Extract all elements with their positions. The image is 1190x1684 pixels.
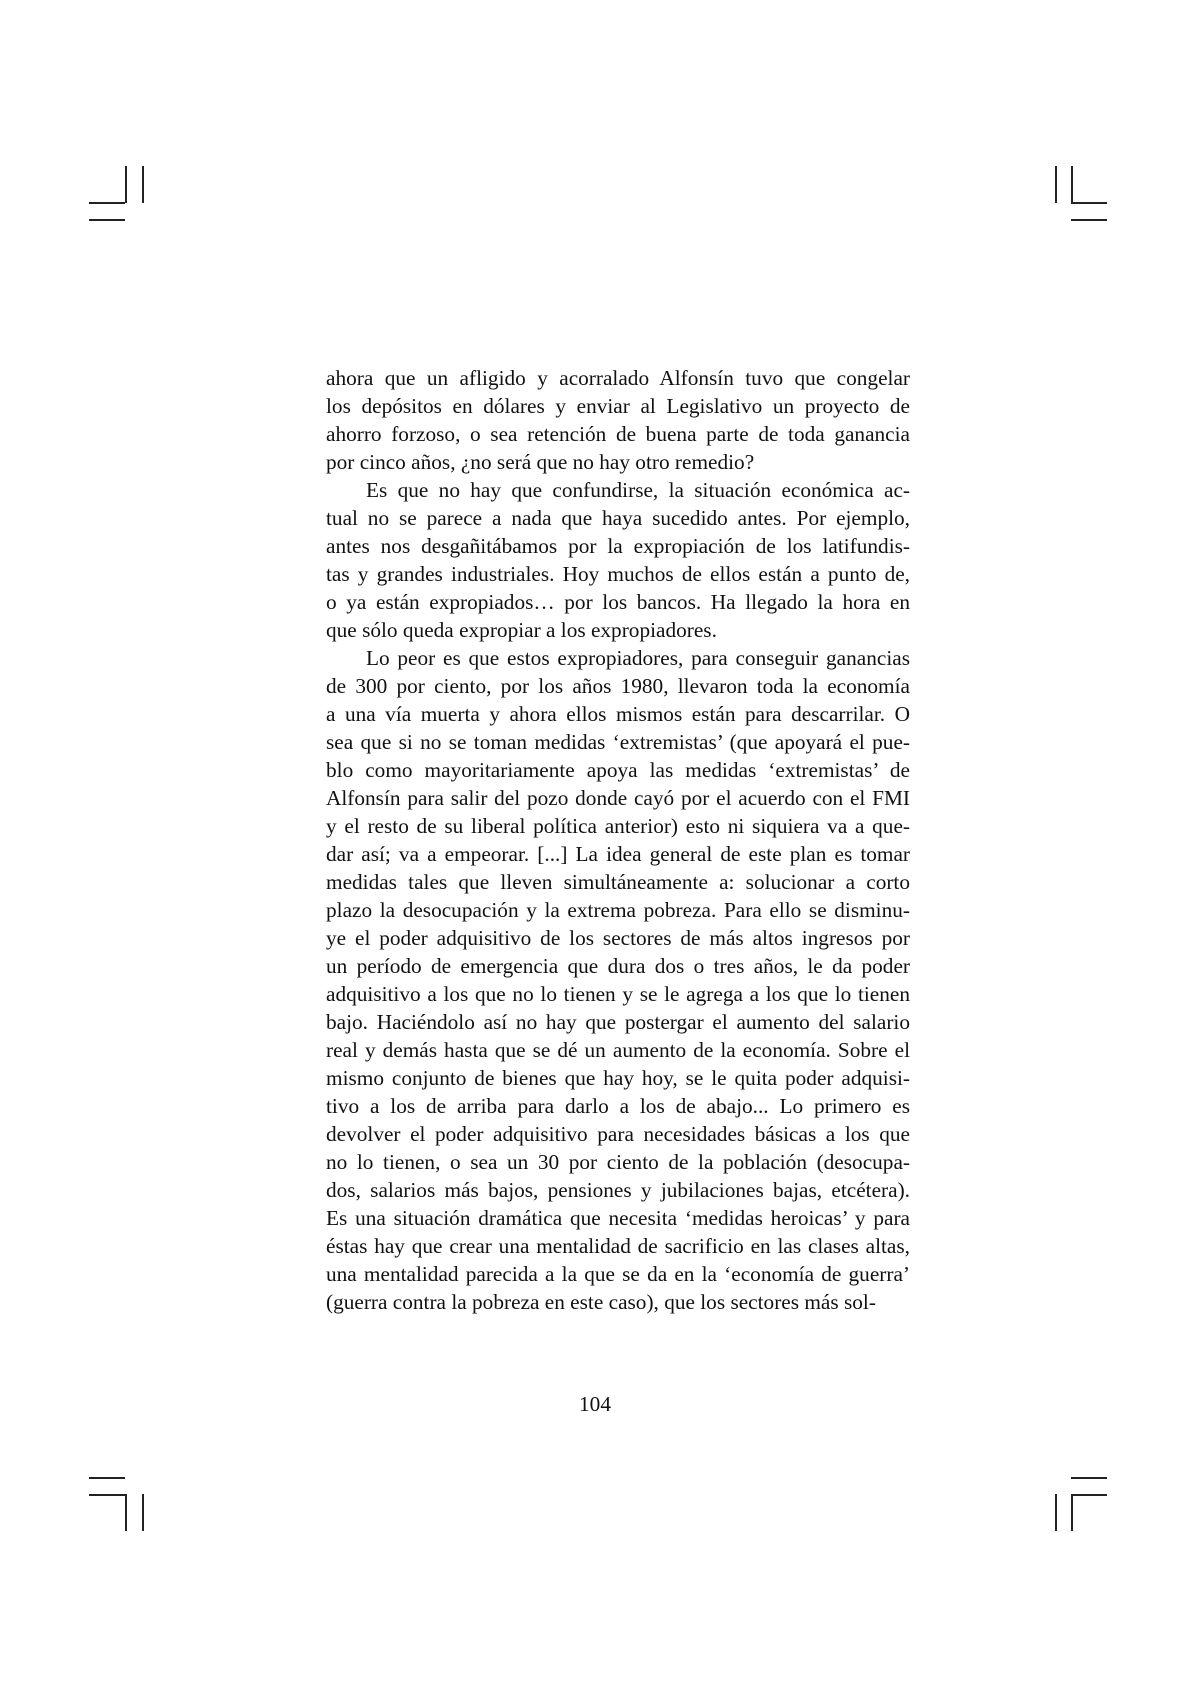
text-line: plazo la desocupación y la extrema pobreza. Para ello se disminu-	[326, 898, 910, 922]
text-line: un período de emergencia que dura dos o tres años, le da poder	[326, 954, 910, 978]
body-text	[326, 364, 910, 1316]
page-number: 104	[579, 1392, 611, 1416]
text-line: tual no se parece a nada que haya sucedido antes. Por ejemplo,	[326, 506, 910, 530]
text-line: ahora que un afligido y acorralado Alfonsín tuvo que congelar	[326, 366, 910, 390]
crop-mark-top-left-vertical	[125, 166, 127, 203]
text-line: Es que no hay que confundirse, la situación económica ac-	[366, 478, 910, 502]
crop-mark-top-right-horizontal	[1071, 202, 1107, 204]
crop-mark-bottom-left-vertical	[125, 1494, 127, 1531]
text-line: mismo conjunto de bienes que hay hoy, se le quita poder adquisi-	[326, 1066, 910, 1090]
text-line: adquisitivo a los que no lo tienen y se le agrega a los que lo tienen	[326, 982, 910, 1006]
text-line: sea que si no se toman medidas ‘extremistas’ (que apoyará el pue-	[326, 730, 910, 754]
text-line: no lo tienen, o sea un 30 por ciento de la población (desocupa-	[326, 1150, 910, 1174]
crop-mark-top-left-horizontal	[89, 219, 125, 221]
text-line: tivo a los de arriba para darlo a los de abajo... Lo primero es	[326, 1094, 910, 1118]
text-line: por cinco años, ¿no será que no hay otro remedio?	[326, 450, 755, 474]
text-line: Alfonsín para salir del pozo donde cayó por el acuerdo con el FMI	[326, 786, 910, 810]
text-line: blo como mayoritariamente apoya las medidas ‘extremistas’ de	[326, 758, 910, 782]
text-line: de 300 por ciento, por los años 1980, llevaron toda la economía	[326, 674, 910, 698]
text-line: éstas hay que crear una mentalidad de sacrificio en las clases altas,	[326, 1234, 910, 1258]
text-line: tas y grandes industriales. Hoy muchos de ellos están a punto de,	[326, 562, 910, 586]
text-line: devolver el poder adquisitivo para necesidades básicas a los que	[326, 1122, 910, 1146]
crop-mark-bottom-left-horizontal	[89, 1494, 125, 1496]
text-line: antes nos desgañitábamos por la expropiación de los latifundis-	[326, 534, 910, 558]
crop-mark-bottom-right-vertical	[1071, 1494, 1073, 1531]
text-line: medidas tales que lleven simultáneamente a: solucionar a corto	[326, 870, 910, 894]
crop-mark-top-left-vertical	[142, 166, 144, 203]
text-line: dos, salarios más bajos, pensiones y jubilaciones bajas, etcétera).	[326, 1178, 910, 1202]
text-line: a una vía muerta y ahora ellos mismos están para descarrilar. O	[326, 702, 910, 726]
text-line: (guerra contra la pobreza en este caso), que los sectores más sol-	[326, 1290, 876, 1314]
text-line: bajo. Haciéndolo así no hay que postergar el aumento del salario	[326, 1010, 910, 1034]
text-line: que sólo queda expropiar a los expropiadores.	[326, 618, 717, 642]
crop-mark-bottom-left-horizontal	[89, 1477, 125, 1479]
text-line: ahorro forzoso, o sea retención de buena parte de toda ganancia	[326, 422, 910, 446]
crop-mark-bottom-right-horizontal	[1071, 1477, 1107, 1479]
text-line: los depósitos en dólares y enviar al Legislativo un proyecto de	[326, 394, 910, 418]
text-line: Lo peor es que estos expropiadores, para conseguir ganancias	[366, 646, 910, 670]
crop-mark-bottom-right-vertical	[1055, 1494, 1057, 1531]
text-line: Es una situación dramática que necesita ‘medidas heroicas’ y para	[326, 1206, 910, 1230]
text-line: dar así; va a empeorar. [...] La idea general de este plan es tomar	[326, 842, 910, 866]
crop-mark-bottom-left-vertical	[142, 1494, 144, 1531]
crop-mark-top-right-vertical	[1071, 166, 1073, 203]
text-line: y el resto de su liberal política anterior) esto ni siquiera va a que-	[326, 814, 910, 838]
text-line: o ya están expropiados… por los bancos. Ha llegado la hora en	[326, 590, 910, 614]
crop-mark-top-left-horizontal	[89, 202, 125, 204]
text-line: real y demás hasta que se dé un aumento de la economía. Sobre el	[326, 1038, 910, 1062]
text-line: una mentalidad parecida a la que se da en la ‘economía de guerra’	[326, 1262, 910, 1286]
text-line: ye el poder adquisitivo de los sectores de más altos ingresos por	[326, 926, 910, 950]
crop-mark-bottom-right-horizontal	[1071, 1494, 1107, 1496]
crop-mark-top-right-horizontal	[1071, 219, 1107, 221]
crop-mark-top-right-vertical	[1055, 166, 1057, 203]
